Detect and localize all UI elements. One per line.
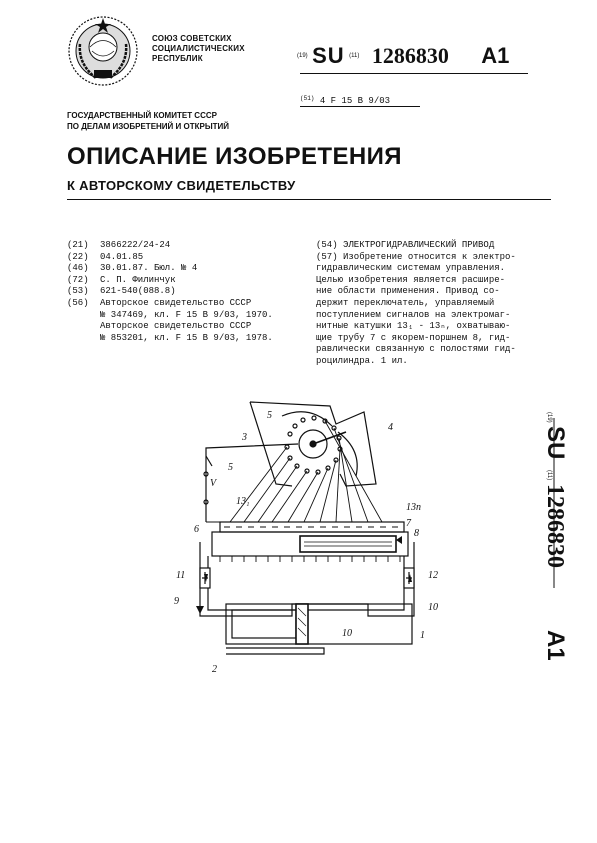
label-5-contact: 5 — [228, 462, 233, 473]
coil-teeth — [220, 556, 400, 562]
country-code: SU — [312, 43, 345, 68]
document-subtitle: К АВТОРСКОМУ СВИДЕТЕЛЬСТВУ — [67, 178, 296, 193]
biblio-row: Авторское свидетельство СССР — [100, 321, 252, 332]
label-10-right: 10 — [428, 602, 438, 613]
document-title: ОПИСАНИЕ ИЗОБРЕТЕНИЯ — [67, 143, 402, 170]
abstract-line: нитные катушки 13₁ - 13ₙ, охватываю- — [316, 321, 511, 332]
label-11: 11 — [176, 570, 186, 581]
ipc-value: 4 F 15 B 9/03 — [319, 96, 391, 106]
committee-name — [67, 110, 229, 132]
label-9: 9 — [174, 596, 179, 607]
side-publication-number — [528, 398, 569, 680]
union-line: СОЦИАЛИСТИЧЕСКИХ — [152, 44, 245, 53]
number-code-marker: (11) — [349, 53, 360, 59]
ipc-rule — [300, 106, 420, 107]
abstract — [316, 240, 548, 368]
rod — [226, 648, 324, 654]
union-line: РЕСПУБЛИК — [152, 54, 203, 63]
label-12: 12 — [428, 570, 438, 581]
biblio-row: № 347469, кл. F 15 B 9/03, 1970. — [100, 309, 273, 320]
biblio-row: (53) 621-540(088.8) — [67, 286, 176, 297]
abstract-line: гидравлическим системам управления. — [316, 263, 506, 274]
cylinder-inner — [208, 556, 404, 610]
abstract-line: (57) Изобретение относится к электро- — [316, 251, 516, 262]
side-country-code: SU — [542, 426, 569, 460]
label-5-switch: 5 — [267, 410, 272, 421]
abstract-line: ние области применения. Привод со- — [316, 286, 500, 297]
abstract-line: равлически связанную с полостями гид- — [316, 344, 516, 355]
label-7: 7 — [406, 518, 411, 529]
side-kind-code: A1 — [542, 630, 569, 661]
side-number-code-marker: (11) — [546, 470, 552, 481]
committee-line: ПО ДЕЛАМ ИЗОБРЕТЕНИЙ И ОТКРЫТИЙ — [67, 122, 230, 131]
title-rule — [67, 199, 551, 200]
biblio-row: (46) 30.01.87. Бюл. № 4 — [67, 263, 198, 274]
biblio-row: № 853201, кл. F 15 B 9/03, 1978. — [100, 332, 273, 343]
biblio-row: (21) 3866222/24-24 — [67, 240, 171, 250]
abstract-title: (54) ЭЛЕКТРОГИДРАВЛИЧЕСКИЙ ПРИВОД — [316, 240, 495, 250]
ipc-classification — [300, 95, 390, 106]
committee-line: ГОСУДАРСТВЕННЫЙ КОМИТЕТ СССР — [67, 111, 217, 120]
label-13-n: 13n — [406, 502, 421, 513]
ipc-code-marker: (51) — [300, 95, 315, 102]
kind-code: A1 — [481, 43, 510, 68]
armature-piston — [300, 536, 396, 552]
label-8: 8 — [414, 528, 419, 539]
label-v: V — [210, 478, 217, 489]
label-3: 3 — [242, 432, 247, 443]
piston-10 — [296, 604, 308, 644]
cylinder-left-chamber — [232, 610, 296, 638]
union-name — [152, 34, 245, 64]
abstract-line: держит переключатель, управляемый — [316, 297, 495, 308]
label-4: 4 — [388, 422, 393, 433]
biblio-row: (72) С. П. Филинчук — [67, 274, 176, 285]
switch-5-contact — [206, 456, 212, 466]
label-13-1: 13₁ — [236, 496, 250, 507]
union-line: СОЮЗ СОВЕТСКИХ — [152, 34, 232, 43]
side-patent-number: 1286830 — [542, 484, 568, 568]
abstract-line: поступлением сигналов на электромаг- — [316, 309, 511, 320]
patent-number: 1286830 — [371, 43, 449, 68]
biblio-row: (22) 04.01.85 — [67, 251, 144, 262]
header-rule — [300, 73, 528, 74]
abstract-line: Целью изобретения является расшире- — [316, 274, 506, 285]
publication-number — [297, 43, 509, 69]
label-10-piston: 10 — [342, 628, 352, 639]
abstract-line: щие трубу 7 с якорем-поршнем 8, гид- — [316, 332, 511, 343]
country-code-marker: (19) — [297, 53, 308, 59]
state-emblem — [66, 14, 140, 88]
bibliographic-data — [67, 240, 302, 344]
label-1: 1 — [420, 630, 425, 641]
label-6: 6 — [194, 524, 199, 535]
side-country-code-marker: (19) — [546, 412, 552, 423]
abstract-line: роцилиндра. 1 ил. — [316, 355, 408, 366]
label-2: 2 — [212, 664, 217, 675]
technical-drawing — [150, 392, 462, 674]
biblio-row: (56) Авторское свидетельство СССР — [67, 297, 252, 308]
